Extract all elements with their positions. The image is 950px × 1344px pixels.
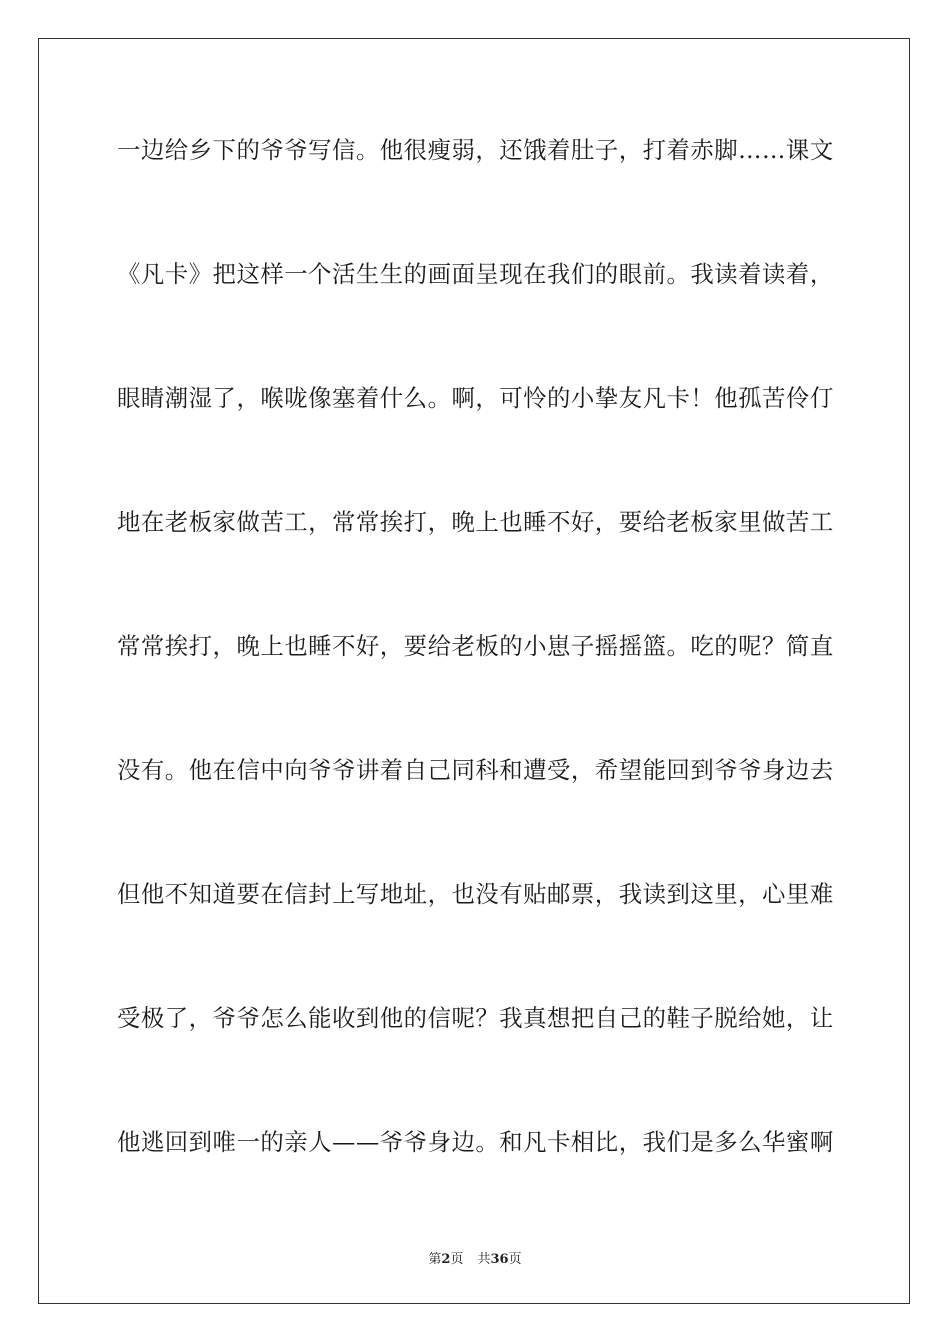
document-body: [117, 128, 837, 1244]
total-suffix: 页: [508, 1252, 522, 1267]
text-line: 没有。他在信中向爷爷讲着自己同科和遭受，希望能回到爷爷身边去: [117, 756, 834, 784]
text-line: 但他不知道要在信封上写地址，也没有贴邮票，我读到这里，心里难: [117, 880, 834, 908]
total-pages: 36: [490, 1252, 509, 1267]
total-prefix: 共: [477, 1252, 491, 1267]
page-footer: [0, 1248, 950, 1267]
text-line: 一边给乡下的爷爷写信。他很瘦弱，还饿着肚子，打着赤脚……课文: [117, 136, 834, 164]
text-line: 《凡卡》把这样一个活生生的画面呈现在我们的眼前。我读着读着，: [117, 260, 834, 288]
page-prefix: 第: [428, 1252, 442, 1267]
total-pages-indicator: [477, 1252, 521, 1267]
page-number-indicator: [428, 1252, 463, 1267]
text-line: 常常挨打，晚上也睡不好，要给老板的小崽子摇摇篮。吃的呢？简直: [117, 632, 834, 660]
text-line: 受极了，爷爷怎么能收到他的信呢？我真想把自己的鞋子脱给她，让: [117, 1004, 834, 1032]
page-number: 2: [441, 1252, 451, 1267]
page-suffix: 页: [450, 1252, 464, 1267]
text-line: 他逃回到唯一的亲人——爷爷身边。和凡卡相比，我们是多么华蜜啊: [117, 1128, 834, 1156]
text-line: 眼睛潮湿了，喉咙像塞着什么。啊，可怜的小挚友凡卡！他孤苦伶仃: [117, 384, 834, 412]
text-line: 地在老板家做苦工，常常挨打，晚上也睡不好，要给老板家里做苦工: [117, 508, 834, 536]
